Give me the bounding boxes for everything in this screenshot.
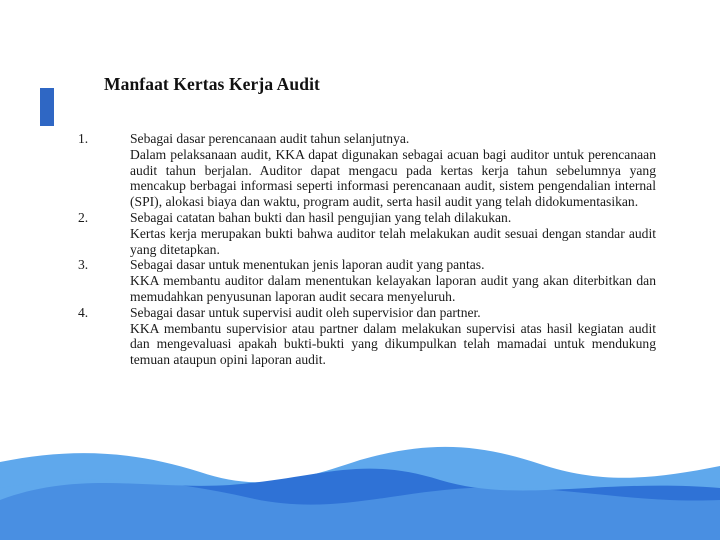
- item-description: Kertas kerja merupakan bukti bahwa auditor telah melakukan audit sesuai dengan standar audit yang ditetapkan.: [130, 225, 656, 257]
- item-number: 1.: [78, 131, 89, 146]
- decorative-wave-footer: [0, 430, 720, 540]
- item-heading: Sebagai catatan bahan bukti dan hasil pengujian yang telah dilakukan.: [130, 209, 512, 225]
- list-item: [78, 305, 656, 368]
- item-number: 2.: [78, 209, 89, 225]
- list-item: [78, 131, 656, 210]
- item-heading: Sebagai dasar perencanaan audit tahun selanjutnya.: [130, 131, 410, 146]
- title-accent-bar: [40, 88, 54, 126]
- item-description: KKA membantu auditor dalam menentukan kelayakan laporan audit yang akan diterbitkan dan memudahkan penyusunan laporan audit secara menyeluruh.: [130, 273, 656, 304]
- item-heading: Sebagai dasar untuk supervisi audit oleh supervisior dan partner.: [130, 304, 481, 320]
- item-number: 4.: [78, 304, 89, 320]
- item-number: 3.: [78, 257, 89, 273]
- item-heading: Sebagai dasar untuk menentukan jenis laporan audit yang pantas.: [130, 257, 485, 273]
- item-description: Dalam pelaksanaan audit, KKA dapat digunakan sebagai acuan bagi auditor untuk perencanaan audit tahun berjalan. Auditor dapat mengacu pada kertas kerja tahun sebelumnya yang mencakup berbagai informasi seperti informasi perencanaan audit, sistem pengendalian internal (SPI), alokasi biaya dan waktu, program audit, serta hasil audit yang telah didokumentasikan.: [130, 146, 656, 210]
- list-item: [78, 210, 656, 257]
- benefits-list: [78, 131, 656, 368]
- page-title: Manfaat Kertas Kerja Audit: [104, 74, 320, 94]
- list-item: [78, 257, 656, 304]
- item-description: KKA membantu supervisior atau partner dalam melakukan supervisi atas hasil kegiatan audit dan mengevaluasi apakah bukti-bukti yang dikumpulkan telah mamadai untuk mendukung temuan ataupun opini laporan audit.: [130, 320, 656, 368]
